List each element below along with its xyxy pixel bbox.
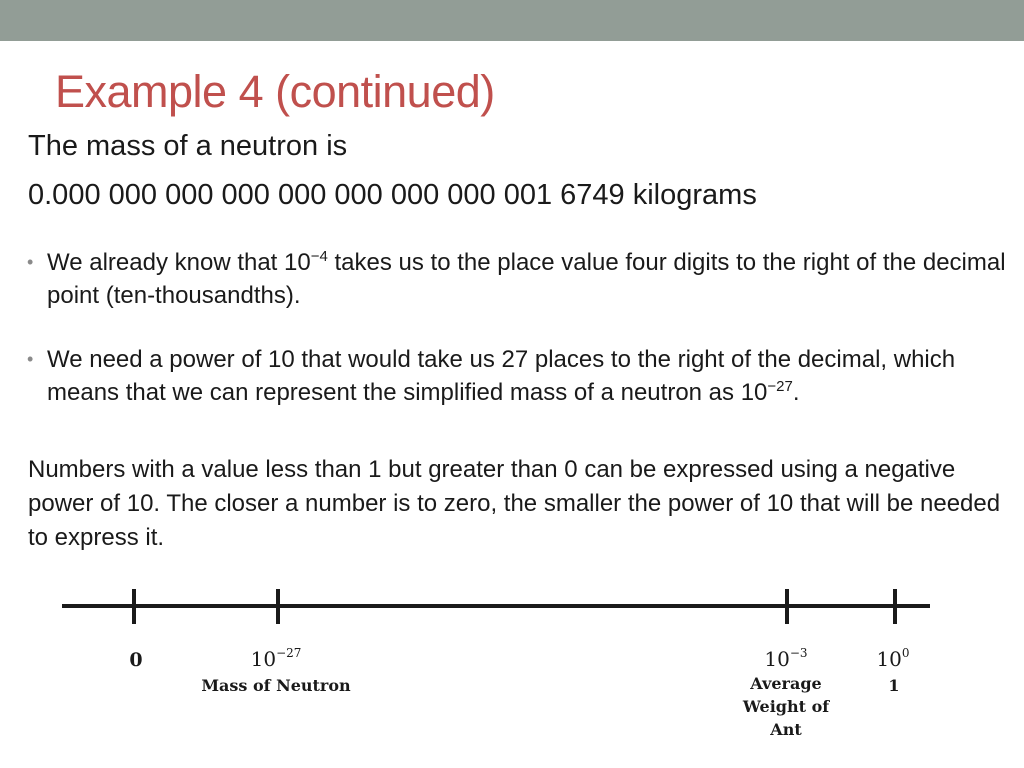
tick-label-one: $10^0$: [876, 646, 910, 671]
bullet-exponent: −27: [767, 378, 793, 395]
tick-label-ant: $10^{-3}$: [764, 646, 808, 671]
tick-caption-ant-line1: Average: [750, 674, 822, 693]
summary-paragraph: Numbers with a value less than 1 but greater than 0 can be expressed using a negative power of 10. The closer a number is to zero, the smaller the power of 10 that will be needed to express it.: [28, 456, 1001, 551]
bullet-text-part: .: [792, 379, 800, 406]
slide-title: Example 4 (continued): [55, 66, 495, 117]
bullet-item: [27, 246, 1007, 312]
bullet-text-part: We need a power of 10 that would take us 27 places to the right of the decimal, which means that we can represent the simplified mass of a neutron as 10: [47, 346, 956, 406]
tick-label-zero: 0: [129, 649, 143, 671]
bullet-text-part: takes us to the place value four digits to the right of the decimal point (ten-thousandths).: [47, 249, 1006, 309]
tick-caption-ant-line3: Ant: [770, 720, 802, 739]
tick-caption-one: 1: [888, 676, 900, 695]
neutron-mass-value: 0.000 000 000 000 000 000 000 000 001 6749 kilograms: [28, 179, 757, 211]
bullet-item: [27, 343, 1007, 409]
bullet-text: [47, 246, 1007, 312]
bullet-dot-icon: •: [27, 252, 34, 272]
bullet-dot-icon: •: [27, 349, 34, 369]
tick-caption-neutron: Mass of Neutron: [201, 676, 351, 695]
tick-label-neutron: $10^{-27}$: [250, 646, 302, 671]
bullet-text: [47, 343, 1007, 409]
bullet-exponent: −4: [310, 248, 328, 265]
top-band: [0, 0, 1024, 41]
tick-caption-ant-line2: Weight of: [742, 697, 830, 716]
intro-text: The mass of a neutron is: [28, 130, 348, 162]
bullet-text-part: We already know that 10: [47, 249, 311, 276]
